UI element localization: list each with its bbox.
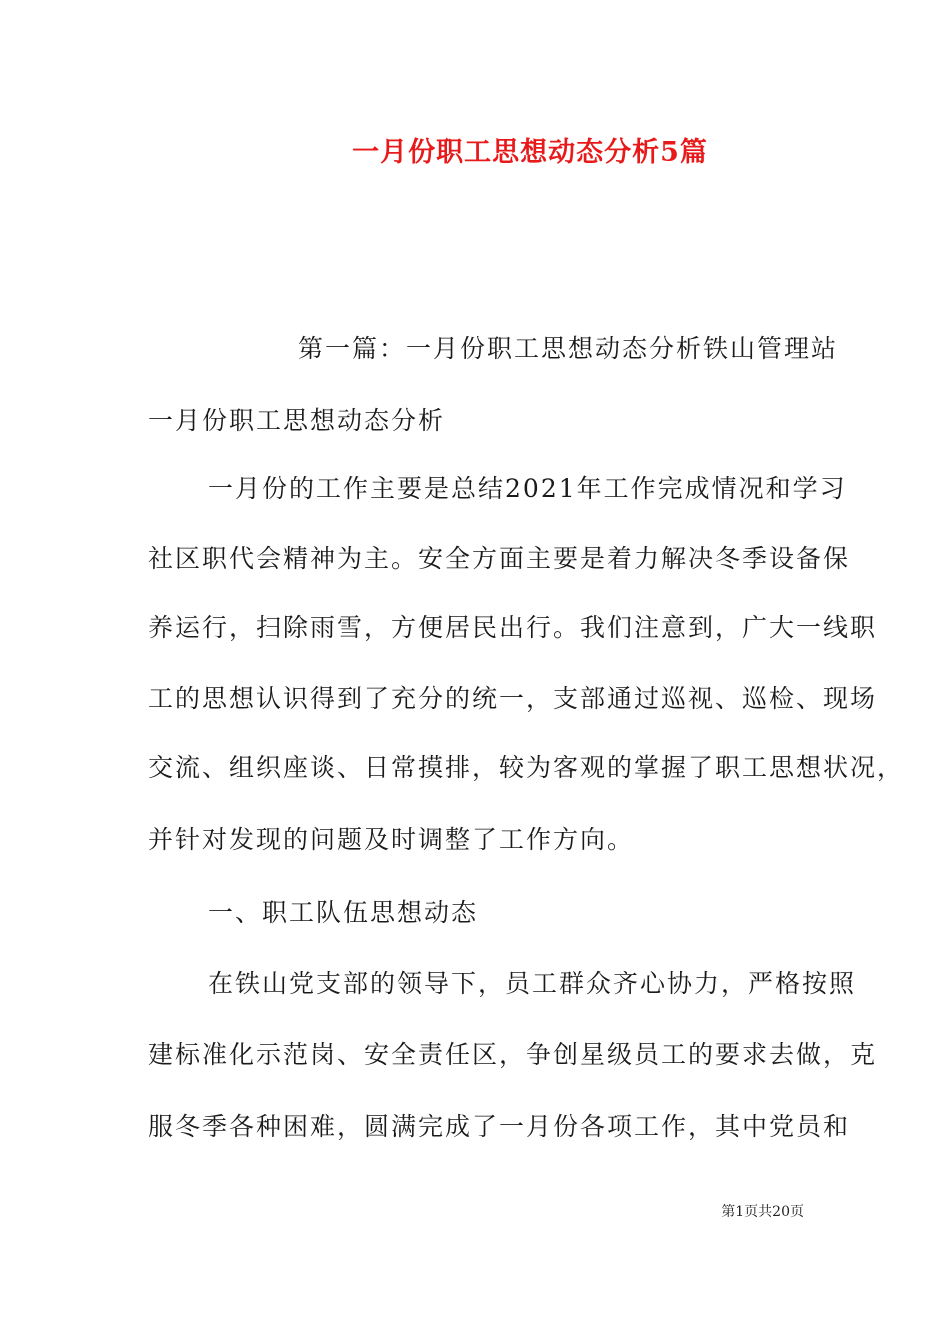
numbered-heading: 一、职工队伍思想动态 bbox=[208, 898, 479, 927]
paragraph-line: 交流、组织座谈、日常摸排，较为客观的掌握了职工思想状况， bbox=[148, 753, 905, 782]
paragraph-line: 在铁山党支部的领导下，员工群众齐心协力，严格按照 bbox=[208, 969, 857, 998]
paragraph-line: 养运行，扫除雨雪，方便居民出行。我们注意到，广大一线职 bbox=[148, 613, 878, 642]
document-title: 一月份职工思想动态分析5篇 bbox=[352, 137, 708, 168]
paragraph-line: 一月份的工作主要是总结2021年工作完成情况和学习 bbox=[208, 474, 847, 503]
paragraph-line: 并针对发现的问题及时调整了工作方向。 bbox=[148, 825, 635, 854]
page-number: 第1页共20页 bbox=[721, 1204, 804, 1220]
section-heading: 第一篇：一月份职工思想动态分析铁山管理站 bbox=[298, 334, 839, 363]
paragraph-line: 社区职代会精神为主。安全方面主要是着力解决冬季设备保 bbox=[148, 544, 851, 573]
paragraph-line: 建标准化示范岗、安全责任区，争创星级员工的要求去做，克 bbox=[148, 1040, 878, 1069]
subheading: 一月份职工思想动态分析 bbox=[148, 406, 446, 435]
paragraph-line: 服冬季各种困难，圆满完成了一月份各项工作，其中党员和 bbox=[148, 1112, 851, 1141]
paragraph-line: 工的思想认识得到了充分的统一，支部通过巡视、巡检、现场 bbox=[148, 684, 878, 713]
